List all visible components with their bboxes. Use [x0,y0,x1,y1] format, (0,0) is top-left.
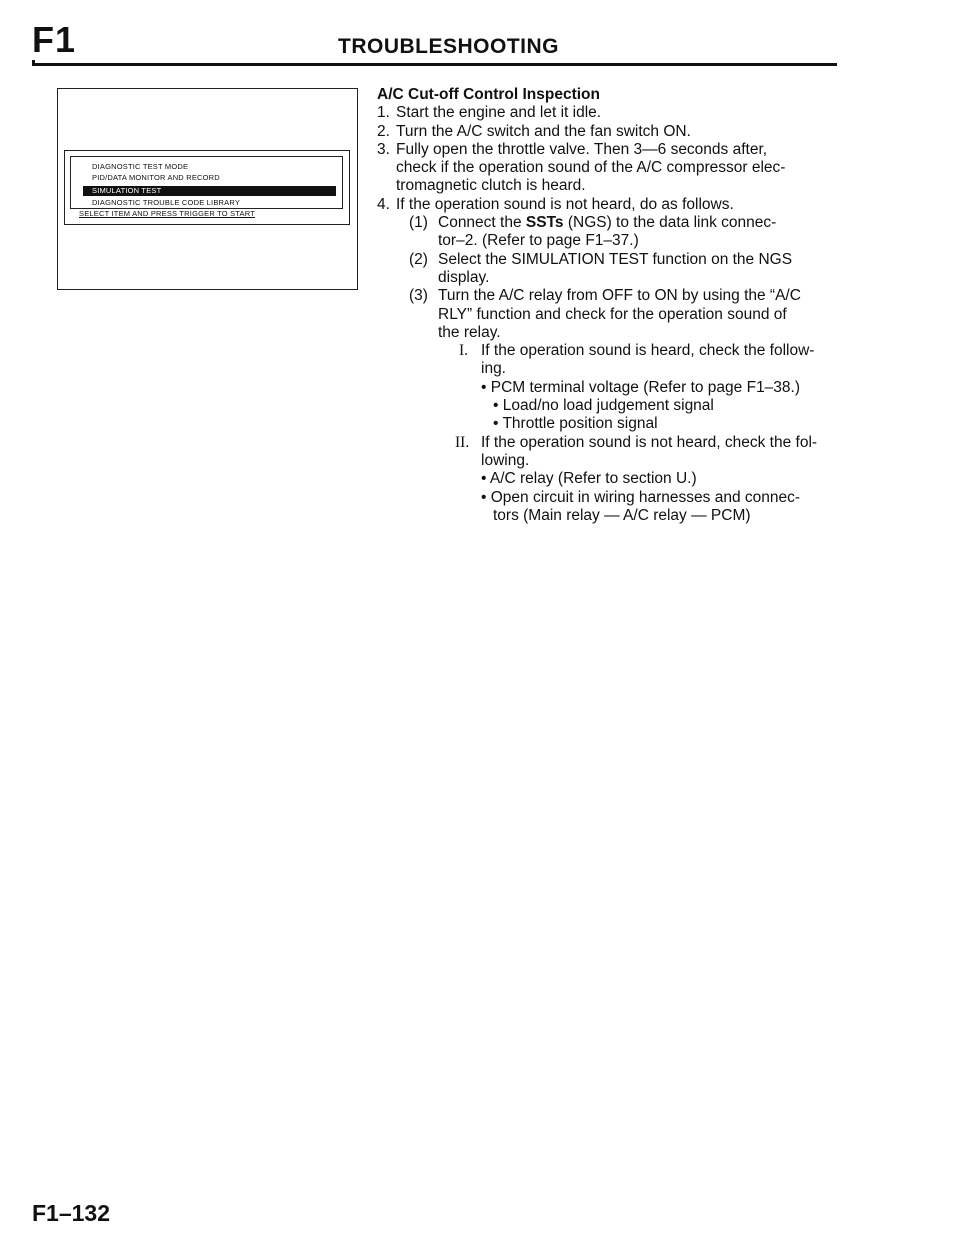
case-1 [377,342,843,360]
ngs-menu-prompt: SELECT ITEM AND PRESS TRIGGER TO START [79,209,255,218]
roman-numeral: II. [455,433,470,451]
substep-text [438,214,776,232]
case-text-continued: ing. [481,360,506,378]
substep-number: (3) [409,287,428,305]
substep-number: (1) [409,214,428,232]
substep-text-part: (NGS) to the data link connec- [563,214,777,232]
substep-text-continued: the relay. [438,323,501,341]
case-text: If the operation sound is not heard, check the fol- [481,433,818,451]
step-text: If the operation sound is not heard, do as follows. [396,195,734,213]
instruction-text [377,86,843,525]
check-item-continued: tors (Main relay — A/C relay — PCM) [493,506,751,524]
check-subitem: • Load/no load judgement signal [493,397,714,415]
menu-item-diagnostic-test-mode: DIAGNOSTIC TEST MODE [92,162,189,171]
check-item: • A/C relay (Refer to section U.) [481,470,697,488]
substep-text-continued: tor–2. (Refer to page F1–37.) [438,232,639,250]
substep-text-continued: RLY” function and check for the operation sound of [438,305,787,323]
ngs-screen-figure [57,88,358,290]
step-4 [377,196,843,214]
ngs-menu-list [70,156,343,209]
ngs-menu-frame [64,150,350,225]
case-2 [377,434,843,452]
step-1 [377,104,843,122]
menu-item-simulation-test-selected: SIMULATION TEST [83,186,336,196]
substep-text: Turn the A/C relay from OFF to ON by using the “A/C [438,287,801,305]
check-item: • PCM terminal voltage (Refer to page F1–38.) [481,378,801,396]
case-text-continued: lowing. [481,451,530,469]
step-number: 2. [377,122,390,140]
step-number: 1. [377,104,390,122]
check-subitem: • Throttle position signal [493,415,658,433]
roman-numeral: I. [459,342,469,360]
substep-text-continued: display. [438,268,490,286]
step-text: Turn the A/C switch and the fan switch ON. [396,122,691,140]
step-text: Fully open the throttle valve. Then 3—6 seconds after, [396,140,768,158]
step-number: 3. [377,140,390,158]
page-title: TROUBLESHOOTING [338,35,559,58]
header-rule [32,63,837,66]
substep-2 [377,251,843,269]
section-code: F1 [32,19,77,60]
substep-1 [377,214,843,232]
substep-text-part: Connect the [438,214,526,232]
menu-item-trouble-code-library: DIAGNOSTIC TROUBLE CODE LIBRARY [92,198,241,207]
step-text-continued: check if the operation sound of the A/C compressor elec- [396,159,786,177]
step-text: Start the engine and let it idle. [396,104,602,122]
substep-3 [377,287,843,305]
sst-label: SSTs [525,214,564,232]
menu-item-pid-data-monitor: PID/DATA MONITOR AND RECORD [92,173,220,182]
case-text: If the operation sound is heard, check the follow- [481,342,815,360]
section-heading: A/C Cut-off Control Inspection [377,86,600,103]
page-number: F1–132 [32,1200,111,1226]
check-item: • Open circuit in wiring harnesses and connec- [481,488,801,506]
substep-number: (2) [409,250,428,268]
substep-text: Select the SIMULATION TEST function on the NGS [438,250,793,268]
step-text-continued: tromagnetic clutch is heard. [396,177,586,195]
step-number: 4. [377,195,390,213]
step-3 [377,141,843,159]
step-2 [377,123,843,141]
